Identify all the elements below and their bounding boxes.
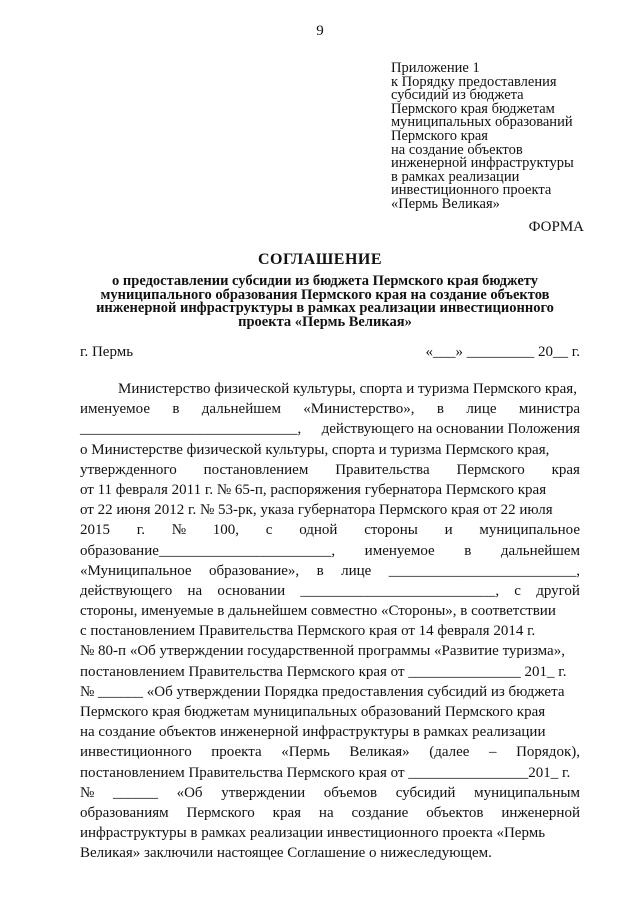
body-text-segment: одной xyxy=(299,522,338,539)
body-text-segment: стороны xyxy=(364,522,418,539)
body-text-segment: муниципальным xyxy=(474,784,580,801)
body-line xyxy=(80,803,580,823)
body-text-segment: ______ xyxy=(112,784,158,801)
body-text-segment: 2015 xyxy=(80,522,110,539)
body-line xyxy=(80,742,580,762)
body-line xyxy=(80,399,580,419)
body-line xyxy=(80,621,580,641)
body-line xyxy=(80,843,580,863)
body-text-segment: стороны, именуемые в дальнейшем совместно «Стороны», в соответствии xyxy=(80,603,556,620)
body-text-segment: действующего xyxy=(80,582,173,599)
body-text-segment: с постановлением Правительства Пермского края от 14 февраля 2014 г. xyxy=(80,623,536,640)
body-text-segment: образование_______________________, xyxy=(80,542,336,559)
body-line xyxy=(80,702,580,722)
body-text-segment: и xyxy=(444,522,453,539)
body-text-segment: _________________________, xyxy=(388,562,580,579)
body-text-segment: № 80-п «Об утверждении государственной программы «Развитие туризма», xyxy=(80,643,565,660)
appendix-line: субсидий из бюджета xyxy=(391,87,524,104)
body-text-segment: г. xyxy=(136,522,145,539)
appendix-block xyxy=(391,62,621,212)
body-text-segment: 100, xyxy=(212,522,240,539)
body-line xyxy=(80,440,580,460)
appendix-line: к Порядку предоставления xyxy=(391,73,557,90)
body-text-segment: Пермского xyxy=(186,804,255,821)
body-line xyxy=(80,601,580,621)
body-line xyxy=(80,823,580,843)
body-text-segment: «Муниципальное xyxy=(80,562,192,579)
body-text-segment: в xyxy=(436,401,444,418)
body-text-segment: края xyxy=(272,804,302,821)
body-text-segment: инфраструктуры в рамках реализации инвестиционного проекта «Пермь xyxy=(80,825,546,842)
document-subtitle xyxy=(60,275,590,330)
body-text-segment: действующего на основании Положения xyxy=(321,421,580,438)
page-number: 9 xyxy=(316,23,324,39)
body-text-segment: на создание объектов инженерной инфраструктуры в рамках реализации xyxy=(80,724,546,741)
body-text-segment: дальнейшем xyxy=(500,542,580,559)
body-text-segment: муниципальное xyxy=(479,522,580,539)
body-text-segment: – xyxy=(489,744,497,761)
appendix-line: «Пермь Великая» xyxy=(391,195,500,212)
body-text-segment: образованиям xyxy=(80,804,169,821)
appendix-line: инженерной инфраструктуры xyxy=(391,155,574,172)
appendix-line: в рамках реализации xyxy=(391,168,520,185)
body-text-segment: дальнейшем xyxy=(201,401,281,418)
body-text-segment: от 11 февраля 2011 г. № 65-п, распоряжения губернатора Пермского края xyxy=(80,481,547,498)
appendix-line: на создание объектов xyxy=(391,141,523,158)
subtitle-line: муниципального образования Пермского края на создание объектов xyxy=(100,286,550,303)
form-label: ФОРМА xyxy=(528,219,584,235)
body-text-segment: с xyxy=(514,582,521,599)
body-text-segment: в xyxy=(464,542,472,559)
city-label: г. Пермь xyxy=(80,344,134,360)
body-text-segment: № ______ «Об утверждении Порядка предоставления субсидий из бюджета xyxy=(80,683,565,700)
body-text-segment: _____________________________, xyxy=(80,421,302,438)
subtitle-line: инженерной инфраструктуры в рамках реализации инвестиционного xyxy=(96,300,554,317)
body-text-segment: образование», xyxy=(209,562,300,579)
body-text-segment: основании xyxy=(217,582,286,599)
body-text-segment: Порядок), xyxy=(516,744,580,761)
body-text-segment: «Министерство», xyxy=(303,401,415,418)
appendix-line: Приложение 1 xyxy=(391,60,480,76)
appendix-line: Пермского края бюджетам xyxy=(391,100,555,117)
body-text-segment: «Пермь xyxy=(281,744,330,761)
body-line xyxy=(80,561,580,581)
body-text-segment: другой xyxy=(536,582,580,599)
body-text-segment: утвержденного xyxy=(80,461,177,478)
body-text-segment: Правительства xyxy=(335,461,430,478)
body-text-segment: постановлением Правительства Пермского края от ________________201_ г. xyxy=(80,764,571,781)
subtitle-line: о предоставлении субсидии из бюджета Пермского края бюджету xyxy=(112,273,538,289)
body-text-segment: министра xyxy=(518,401,580,418)
body-text-segment: № xyxy=(80,784,95,801)
body-text-segment: края xyxy=(551,461,580,478)
body-text-segment: Пермского края бюджетам муниципальных образований Пермского края xyxy=(80,704,546,720)
body-text-segment: постановлением Правительства Пермского края от _______________ 201_ г. xyxy=(80,663,567,680)
body-line xyxy=(80,662,580,682)
body-line xyxy=(80,460,580,480)
body-text-segment: (далее xyxy=(429,744,470,761)
body-text-segment: именуемое xyxy=(364,542,435,559)
appendix-line: инвестиционного проекта xyxy=(391,182,552,199)
agreement-body xyxy=(80,379,580,864)
body-text-segment: объектов xyxy=(426,804,484,821)
appendix-line: Пермского края xyxy=(391,127,488,144)
body-text-segment: № xyxy=(171,522,187,539)
body-text-segment: инженерной xyxy=(501,804,580,821)
body-text-segment: именуемое xyxy=(80,401,150,418)
body-text-segment: Пермского xyxy=(456,461,525,478)
body-text-segment: от 22 июня 2012 г. № 53-рк, указа губернатора Пермского края от 22 июля xyxy=(80,502,553,519)
body-line xyxy=(80,581,580,601)
body-text-segment: Великая» заключили настоящее Соглашение о нижеследующем. xyxy=(80,845,492,862)
body-text-segment: утверждении xyxy=(221,784,306,801)
body-text-segment: объемов xyxy=(323,784,378,801)
body-line xyxy=(80,541,580,561)
body-line xyxy=(80,763,580,783)
body-text-segment: на xyxy=(187,582,203,599)
body-text-segment: субсидий xyxy=(395,784,456,801)
body-text-segment: __________________________, xyxy=(300,582,500,599)
body-text-segment: на xyxy=(318,804,334,821)
body-line xyxy=(80,722,580,742)
body-line xyxy=(80,783,580,803)
body-line xyxy=(80,500,580,520)
body-text-segment: в xyxy=(172,401,180,418)
body-text-segment: лице xyxy=(341,562,372,579)
body-text-segment: создание xyxy=(351,804,409,821)
body-text-segment: о Министерстве физической культуры, спорта и туризма Пермского края, xyxy=(80,441,550,458)
body-text-segment: инвестиционного xyxy=(80,744,192,761)
body-text-segment: постановлением xyxy=(203,461,309,478)
body-text-segment: «Об xyxy=(176,784,203,801)
body-text-segment: лице xyxy=(466,401,497,418)
body-line xyxy=(80,480,580,500)
body-line xyxy=(80,682,580,702)
appendix-line: муниципальных образований xyxy=(391,114,573,131)
date-field: «___» _________ 20__ г. xyxy=(425,344,580,360)
body-line xyxy=(80,419,580,439)
body-line xyxy=(80,379,580,399)
document-title: СОГЛАШЕНИЕ xyxy=(257,251,383,268)
body-line xyxy=(80,520,580,540)
body-line xyxy=(80,641,580,661)
subtitle-line: проекта «Пермь Великая» xyxy=(238,314,412,331)
body-text-segment: Великая» xyxy=(349,744,410,761)
body-text-segment: Министерство физической культуры, спорта и туризма Пермского края, xyxy=(118,381,577,397)
body-text-segment: проекта xyxy=(211,744,262,761)
body-text-segment: с xyxy=(265,522,273,539)
body-text-segment: в xyxy=(316,562,324,579)
